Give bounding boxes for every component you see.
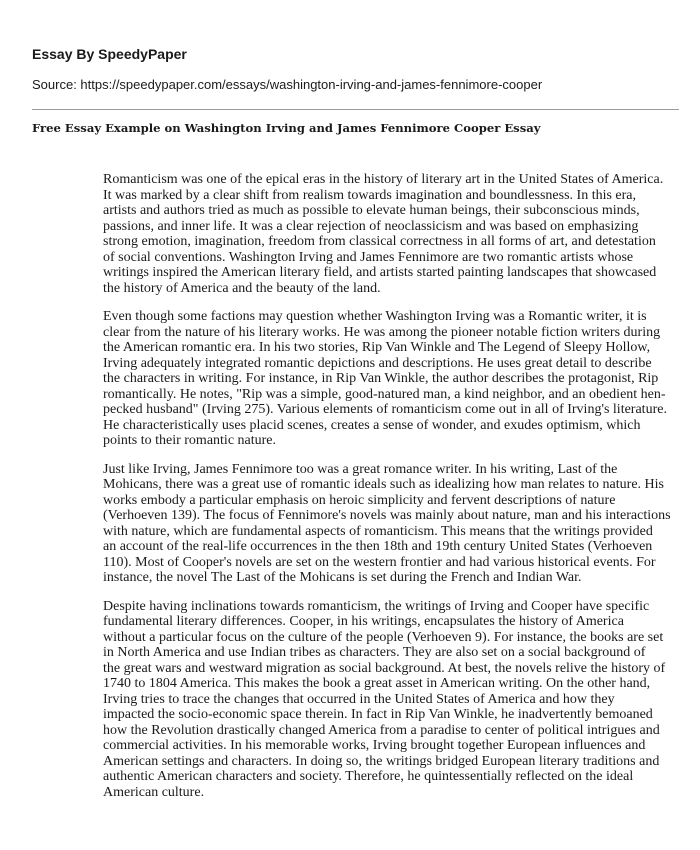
paragraph-line: clear from the nature of his literary works. He was among the pioneer notable fiction writers during [103, 324, 661, 340]
paragraph-line: He characteristically uses placid scenes, creates a sense of wonder, and exudes optimism, which [103, 417, 641, 433]
paragraph-line: with nature, which are fundamental aspects of romanticism. This means that the writings provided [103, 523, 653, 539]
paragraph-line: 1740 to 1804 America. This makes the book a great asset in American writing. On the other hand, [103, 676, 651, 691]
paragraph-line: Romanticism was one of the epical eras in the history of literary art in the United States of America. [103, 172, 664, 187]
paragraph-line: authentic American characters and society. Therefore, he quintessentially reflected on the ideal [103, 769, 634, 784]
paragraph-line: 110). Most of Cooper's novels are set on the western frontier and had various historical events. For [103, 554, 656, 570]
paragraph-line: Irving tries to trace the changes that occurred in the United States of America and how they [103, 691, 615, 707]
paragraph-line: how the Revolution drastically changed America from a paradise to center of political intrigues and [103, 722, 660, 738]
paragraph-line: instance, the novel The Last of the Mohicans is set during the French and Indian War. [103, 570, 582, 585]
paragraph-line: passions, and inner life. It was a clear rejection of neoclassicism and was based on emphasizing [103, 218, 639, 234]
essay-title: Free Essay Example on Washington Irving and James Fennimore Cooper Essay [32, 121, 541, 135]
essay-body [103, 172, 683, 813]
paragraph-line: Despite having inclinations towards romanticism, the writings of Irving and Cooper have specific [103, 598, 650, 614]
paragraph-line: American culture. [103, 784, 205, 800]
paragraph-line: (Verhoeven 139). The focus of Fennimore's novels was mainly about nature, man and his interactions [103, 508, 671, 523]
paragraph-line: Mohicans, there was a great use of romantic ideals such as idealizing how man relates to nature. His [103, 477, 664, 492]
paragraph-line: the history of America and the beauty of the land. [103, 280, 381, 296]
paragraph-line: writings inspired the American literary field, and artists started painting landscapes that showcased [103, 265, 657, 280]
essay-paragraph [103, 172, 683, 296]
paragraph-line: strong emotion, imagination, freedom from classical correctness in all forms of art, and detestation [103, 234, 656, 249]
paragraph-line: the characters in writing. For instance, in Rip Van Winkle, the author describes the protagonist, Rip [103, 371, 659, 386]
paragraph-line: Just like Irving, James Fennimore too was a great romance writer. In his writing, Last of the [103, 461, 618, 477]
essay-paragraph [103, 599, 683, 801]
paragraph-line: pecked husband" (Irving 275). Various elements of romanticism come out in all of Irving's literature. [103, 402, 667, 417]
source-link[interactable]: Source: https://speedypaper.com/essays/washington-irving-and-james-fennimore-cooper [32, 77, 543, 92]
essay-paragraph [103, 462, 683, 586]
paragraph-line: Even though some factions may question whether Washington Irving was a Romantic writer, it is [103, 309, 647, 324]
paragraph-line: romantically. He notes, "Rip was a simple, good-natured man, a kind neighbor, and an obedient hen- [103, 386, 666, 402]
paragraph-line: commercial activities. In his memorable works, Irving brought together European influences and [103, 738, 646, 753]
essay-paragraph [103, 309, 683, 449]
paragraph-line: It was marked by a clear shift from realism towards imagination and boundlessness. In this era, [103, 187, 637, 203]
paragraph-line: American settings and characters. In doing so, the writings bridged European literary traditions and [103, 753, 660, 769]
paragraph-line: impacted the socio-economic space therein. In fact in Rip Van Winkle, he inadvertently bemoaned [103, 707, 653, 722]
paragraph-line: the great wars and westward migration as social background. At best, the novels relive the history of [103, 660, 666, 676]
paragraph-line: an account of the real-life occurrences in the then 18th and 19th century United States (Verhoeven [103, 539, 653, 554]
paragraph-line: works embody a particular emphasis on heroic simplicity and fervent descriptions of nature [103, 492, 616, 508]
paragraph-line: of social conventions. Washington Irving and James Fennimore are two romantic artists whose [103, 249, 634, 265]
header-divider [32, 109, 679, 110]
paragraph-line: Irving adequately integrated romantic depictions and descriptions. He uses great detail to describe [103, 355, 652, 371]
brand-title: Essay By SpeedyPaper [32, 46, 187, 62]
paragraph-line: in North America and use Indian tribes as characters. They are also set on a social background of [103, 645, 646, 660]
paragraph-line: points to their romantic nature. [103, 433, 277, 448]
paragraph-line: the American romantic era. In his two stories, Rip Van Winkle and The Legend of Sleepy Hollow, [103, 340, 651, 355]
paragraph-line: fundamental literary differences. Cooper, in his writings, encapsulates the history of America [103, 614, 624, 629]
paragraph-line: artists and authors tried as much as possible to elevate human beings, their subconscious minds, [103, 203, 640, 218]
paragraph-line: without a particular focus on the culture of the people (Verhoeven 9). For instance, the books are set [103, 629, 664, 645]
